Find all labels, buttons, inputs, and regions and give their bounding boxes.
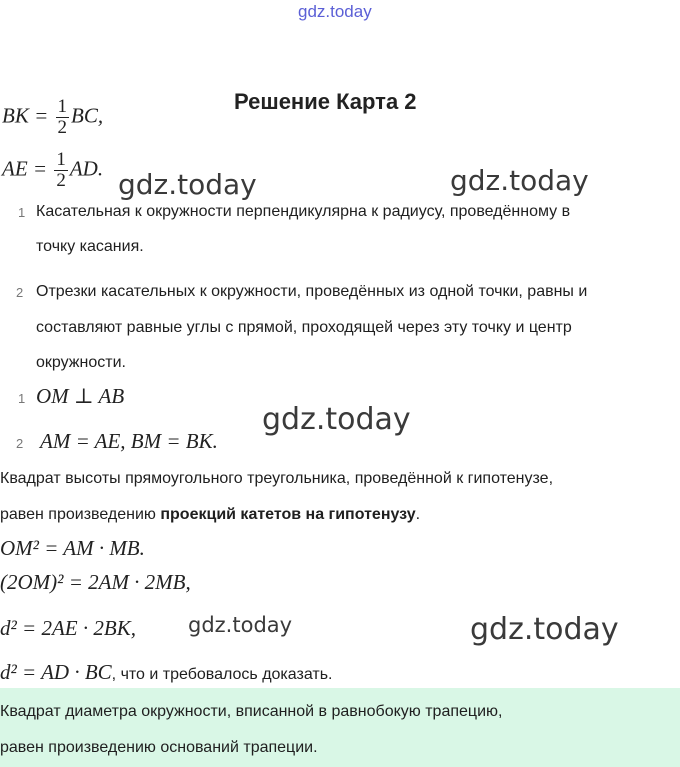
watermark: gdz.today <box>470 612 619 647</box>
property-text: равен произведению проекций катетов на гипотенузу. <box>0 506 421 523</box>
fact-math: OM ⊥ AB <box>36 384 125 408</box>
fact-number: 1 <box>18 391 26 406</box>
theorem-text: окружности. <box>36 354 126 371</box>
watermark-top: gdz.today <box>298 2 372 21</box>
theorem-number: 1 <box>18 205 26 220</box>
watermark: gdz.today <box>118 168 257 201</box>
page-header: Решение Карта 2 <box>234 89 417 114</box>
theorem-text: Касательная к окружности перпендикулярна к радиусу, проведённому в <box>36 203 571 220</box>
theorem-text: Отрезки касательных к окружности, проведённых из одной точки, равны и <box>36 283 588 300</box>
conclusion-text: Квадрат диаметра окружности, вписанной в равнобокую трапецию, <box>0 703 503 720</box>
watermark: gdz.today <box>450 164 589 197</box>
theorem-text: составляют равные углы с прямой, проходящей через эту точку и центр <box>36 319 572 336</box>
theorem-text: точку касания. <box>36 238 144 255</box>
property-text: Квадрат высоты прямоугольного треугольника, проведённой к гипотенузе, <box>0 470 554 487</box>
fact-number: 2 <box>16 436 24 451</box>
watermark: gdz.today <box>188 613 293 637</box>
watermark: gdz.today <box>262 402 411 437</box>
equation: d² = AD · BC, что и требовалось доказать. <box>0 660 333 684</box>
formula-bk: BK = $\frac{1}{2}$ BC, <box>2 96 104 138</box>
equation: OM² = AM · MB. <box>0 536 145 560</box>
equation: (2OM)² = 2AM · 2MB, <box>0 570 191 594</box>
formula-ae: AE = $\frac{1}{2}$ AD. <box>2 149 104 191</box>
conclusion-text: равен произведению оснований трапеции. <box>0 739 318 756</box>
equation: d² = 2AE · 2BK, <box>0 616 136 640</box>
theorem-number: 2 <box>16 285 24 300</box>
fact-math: AM = AE, BM = BK. <box>40 429 218 453</box>
